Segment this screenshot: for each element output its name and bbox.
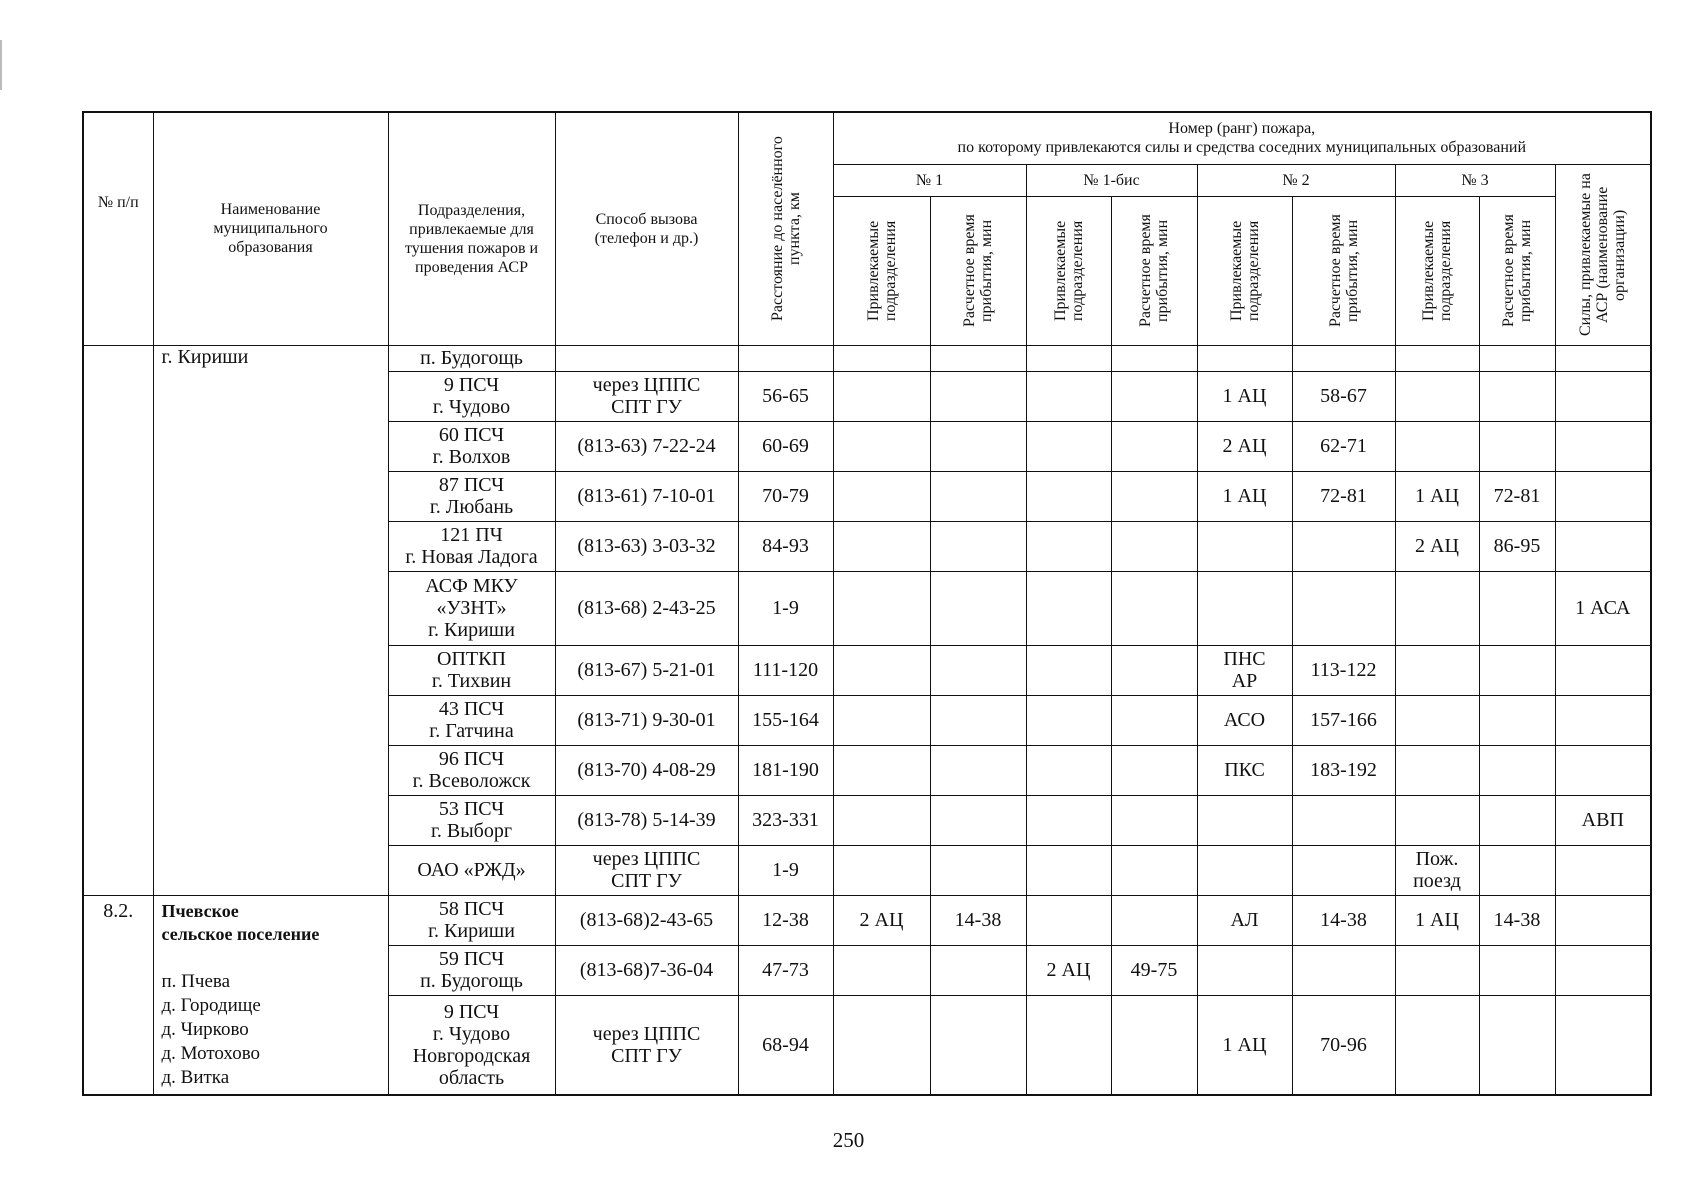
- cell-asr: [1555, 745, 1651, 795]
- cell-r3-units: 2 АЦ: [1395, 521, 1479, 571]
- cell-r3-units: [1395, 745, 1479, 795]
- cell-call: (813-68) 2-43-25: [555, 571, 738, 645]
- cell-call: (813-78) 5-14-39: [555, 795, 738, 845]
- cell-r1-units: [833, 571, 930, 645]
- header-r1bis-units: Привлекаемые подразделения: [1026, 196, 1111, 345]
- cell-asr: [1555, 521, 1651, 571]
- cell-r3-time: [1479, 945, 1555, 995]
- cell-r1-time: [930, 795, 1026, 845]
- cell-call: через ЦППС СПТ ГУ: [555, 371, 738, 421]
- cell-r1-time: [930, 845, 1026, 895]
- header-r1bis-time: Расчетное время прибытия, мин: [1111, 196, 1197, 345]
- cell-r1bis-units: [1026, 895, 1111, 945]
- cell-r2-units: [1197, 845, 1292, 895]
- cell-asr: [1555, 471, 1651, 521]
- cell-r3-units: [1395, 371, 1479, 421]
- cell-r3-units: [1395, 945, 1479, 995]
- cell-asr: [1555, 895, 1651, 945]
- cell-r1bis-time: [1111, 895, 1197, 945]
- cell-distance: 84-93: [738, 521, 833, 571]
- cell-r1-time: [930, 645, 1026, 695]
- cell-r1-time: [930, 521, 1026, 571]
- cell-distance: 47-73: [738, 945, 833, 995]
- fire-rank-subtitle: по которому привлекаются силы и средства соседних муниципальных образований: [957, 139, 1526, 157]
- cell-call: (813-70) 4-08-29: [555, 745, 738, 795]
- cell-unit: 59 ПСЧ п. Будогощь: [388, 945, 555, 995]
- cell-r1bis-time: [1111, 471, 1197, 521]
- cell-r1bis-units: [1026, 421, 1111, 471]
- header-rank-2: № 2: [1197, 164, 1395, 196]
- cell-distance: 70-79: [738, 471, 833, 521]
- cell-r1-units: [833, 745, 930, 795]
- cell-r3-time: [1479, 695, 1555, 745]
- cell-r1-units: [833, 521, 930, 571]
- cell-r1-time: [930, 945, 1026, 995]
- cell-r1bis-units: [1026, 745, 1111, 795]
- cell-unit: 58 ПСЧ г. Кириши: [388, 895, 555, 945]
- cell-asr: [1555, 345, 1651, 371]
- cell-r1-units: [833, 471, 930, 521]
- cell-r2-time: [1292, 571, 1395, 645]
- header-num: № п/п: [83, 112, 153, 345]
- cell-r1-time: [930, 695, 1026, 745]
- cell-r1bis-time: [1111, 795, 1197, 845]
- cell-asr: 1 АСА: [1555, 571, 1651, 645]
- cell-asr: АВП: [1555, 795, 1651, 845]
- cell-r1bis-units: 2 АЦ: [1026, 945, 1111, 995]
- cell-r1bis-units: [1026, 845, 1111, 895]
- cell-r2-time: [1292, 795, 1395, 845]
- cell-distance: 323-331: [738, 795, 833, 845]
- cell-r3-units: [1395, 645, 1479, 695]
- cell-r2-time: 14-38: [1292, 895, 1395, 945]
- cell-distance: 56-65: [738, 371, 833, 421]
- cell-r1-units: [833, 421, 930, 471]
- header-r2-units: Привлекаемые подразделения: [1197, 196, 1292, 345]
- cell-unit: 96 ПСЧ г. Всеволожск: [388, 745, 555, 795]
- cell-distance: 1-9: [738, 571, 833, 645]
- cell-r2-time: 58-67: [1292, 371, 1395, 421]
- cell-asr: [1555, 645, 1651, 695]
- cell-unit: АСФ МКУ «УЗНТ» г. Кириши: [388, 571, 555, 645]
- cell-r1bis-time: [1111, 745, 1197, 795]
- cell-r1bis-time: [1111, 345, 1197, 371]
- cell-distance: 155-164: [738, 695, 833, 745]
- cell-r3-time: [1479, 845, 1555, 895]
- cell-call: (813-67) 5-21-01: [555, 645, 738, 695]
- header-r3-units: Привлекаемые подразделения: [1395, 196, 1479, 345]
- cell-call: (813-63) 3-03-32: [555, 521, 738, 571]
- cell-r3-time: [1479, 571, 1555, 645]
- cell-r2-time: 70-96: [1292, 995, 1395, 1095]
- scan-edge-mark: [0, 40, 2, 90]
- header-r1-time: Расчетное время прибытия, мин: [930, 196, 1026, 345]
- place-item: д. Чирково: [161, 1018, 249, 1040]
- cell-r3-units: Пож. поезд: [1395, 845, 1479, 895]
- cell-r1-time: 14-38: [930, 895, 1026, 945]
- cell-call: [555, 345, 738, 371]
- header-asr: Силы, привлекаемые на АСР (наименование организации): [1555, 164, 1651, 345]
- cell-asr: [1555, 995, 1651, 1095]
- cell-r1bis-time: [1111, 695, 1197, 745]
- cell-r3-time: [1479, 995, 1555, 1095]
- cell-r3-units: [1395, 695, 1479, 745]
- cell-r2-units: АСО: [1197, 695, 1292, 745]
- cell-r2-units: ПНС АР: [1197, 645, 1292, 695]
- cell-distance: 12-38: [738, 895, 833, 945]
- cell-r3-units: 1 АЦ: [1395, 895, 1479, 945]
- fire-rank-title: Номер (ранг) пожара,: [1168, 120, 1316, 138]
- cell-r2-units: [1197, 795, 1292, 845]
- table-row: [83, 895, 1651, 945]
- cell-call: через ЦППС СПТ ГУ: [555, 995, 738, 1095]
- cell-distance: 1-9: [738, 845, 833, 895]
- cell-unit: 60 ПСЧ г. Волхов: [388, 421, 555, 471]
- municipality-places: [162, 970, 386, 1090]
- cell-r2-units: 2 АЦ: [1197, 421, 1292, 471]
- cell-r3-units: [1395, 421, 1479, 471]
- cell-r1bis-units: [1026, 645, 1111, 695]
- cell-num: 8.2.: [83, 895, 153, 1095]
- cell-r1-time: [930, 371, 1026, 421]
- cell-r1bis-units: [1026, 995, 1111, 1095]
- header-rank-1bis: № 1-бис: [1026, 164, 1197, 196]
- cell-r1-time: [930, 471, 1026, 521]
- cell-r2-time: 113-122: [1292, 645, 1395, 695]
- cell-municipality: г. Кириши: [153, 345, 388, 895]
- municipality-name: Пчевское сельское поселение: [161, 900, 320, 944]
- fire-response-table: [82, 111, 1652, 1096]
- header-r3-time: Расчетное время прибытия, мин: [1479, 196, 1555, 345]
- cell-distance: 68-94: [738, 995, 833, 1095]
- header-rank-3: № 3: [1395, 164, 1555, 196]
- cell-r2-units: [1197, 945, 1292, 995]
- cell-r1bis-units: [1026, 521, 1111, 571]
- cell-asr: [1555, 945, 1651, 995]
- cell-distance: 60-69: [738, 421, 833, 471]
- cell-r1-time: [930, 995, 1026, 1095]
- cell-r3-time: [1479, 371, 1555, 421]
- cell-r3-units: 1 АЦ: [1395, 471, 1479, 521]
- cell-r3-time: 72-81: [1479, 471, 1555, 521]
- place-item: д. Мотохово: [161, 1042, 261, 1064]
- cell-r2-time: 157-166: [1292, 695, 1395, 745]
- place-item: д. Городище: [161, 994, 261, 1016]
- cell-r1bis-units: [1026, 371, 1111, 421]
- cell-r2-units: [1197, 521, 1292, 571]
- header-r1-units: Привлекаемые подразделения: [833, 196, 930, 345]
- cell-r2-units: [1197, 571, 1292, 645]
- cell-r1bis-time: [1111, 995, 1197, 1095]
- cell-asr: [1555, 695, 1651, 745]
- cell-r1bis-time: [1111, 645, 1197, 695]
- cell-distance: 181-190: [738, 745, 833, 795]
- cell-r1bis-time: [1111, 371, 1197, 421]
- cell-r1-units: [833, 995, 930, 1095]
- cell-distance: 111-120: [738, 645, 833, 695]
- header-distance: Расстояние до населённого пункта, км: [738, 112, 833, 345]
- cell-r3-time: 14-38: [1479, 895, 1555, 945]
- cell-r3-time: 86-95: [1479, 521, 1555, 571]
- cell-r1-units: [833, 945, 930, 995]
- table-header: [83, 112, 1651, 345]
- place-item: п. Пчева: [161, 970, 231, 992]
- cell-unit: 9 ПСЧ г. Чудово: [388, 371, 555, 421]
- cell-municipality: [153, 895, 388, 1095]
- cell-r3-units: [1395, 345, 1479, 371]
- header-municipality: Наименование муниципального образования: [153, 112, 388, 345]
- page-number: 250: [832, 1128, 865, 1152]
- cell-r1-units: 2 АЦ: [833, 895, 930, 945]
- cell-r1bis-time: 49-75: [1111, 945, 1197, 995]
- cell-r2-units: 1 АЦ: [1197, 471, 1292, 521]
- cell-unit: ОАО «РЖД»: [388, 845, 555, 895]
- cell-r3-units: [1395, 795, 1479, 845]
- cell-asr: [1555, 845, 1651, 895]
- cell-r2-units: [1197, 345, 1292, 371]
- cell-r2-time: 62-71: [1292, 421, 1395, 471]
- place-item: д. Витка: [161, 1066, 230, 1088]
- cell-r1-time: [930, 745, 1026, 795]
- header-units: Подразделения, привлекаемые для тушения пожаров и проведения АСР: [388, 112, 555, 345]
- cell-asr: [1555, 371, 1651, 421]
- table-body: [83, 345, 1651, 1095]
- cell-r1bis-units: [1026, 571, 1111, 645]
- cell-r2-time: [1292, 521, 1395, 571]
- cell-call: (813-63) 7-22-24: [555, 421, 738, 471]
- cell-r1-units: [833, 371, 930, 421]
- cell-r1-units: [833, 845, 930, 895]
- cell-r2-units: ПКС: [1197, 745, 1292, 795]
- cell-r2-time: [1292, 845, 1395, 895]
- cell-r1-units: [833, 645, 930, 695]
- table-row: [83, 345, 1651, 371]
- cell-r1bis-time: [1111, 421, 1197, 471]
- header-rank-1: № 1: [833, 164, 1026, 196]
- cell-unit: 9 ПСЧ г. Чудово Новгородская область: [388, 995, 555, 1095]
- cell-r2-time: [1292, 345, 1395, 371]
- cell-r1bis-units: [1026, 795, 1111, 845]
- cell-distance: [738, 345, 833, 371]
- cell-r2-units: 1 АЦ: [1197, 995, 1292, 1095]
- cell-call: (813-68)7-36-04: [555, 945, 738, 995]
- cell-r2-units: 1 АЦ: [1197, 371, 1292, 421]
- cell-unit: ОПТКП г. Тихвин: [388, 645, 555, 695]
- cell-unit: 53 ПСЧ г. Выборг: [388, 795, 555, 845]
- cell-r2-time: [1292, 945, 1395, 995]
- header-call: Способ вызова (телефон и др.): [555, 112, 738, 345]
- cell-r1-units: [833, 695, 930, 745]
- cell-r3-time: [1479, 795, 1555, 845]
- cell-r1bis-time: [1111, 571, 1197, 645]
- cell-r3-time: [1479, 645, 1555, 695]
- cell-r1-time: [930, 345, 1026, 371]
- cell-r1-time: [930, 571, 1026, 645]
- cell-r1bis-time: [1111, 845, 1197, 895]
- cell-r3-units: [1395, 995, 1479, 1095]
- cell-r3-time: [1479, 421, 1555, 471]
- cell-unit: п. Будогощь: [388, 345, 555, 371]
- cell-r3-time: [1479, 745, 1555, 795]
- cell-r1bis-time: [1111, 521, 1197, 571]
- cell-asr: [1555, 421, 1651, 471]
- cell-call: (813-71) 9-30-01: [555, 695, 738, 745]
- cell-r1-time: [930, 421, 1026, 471]
- cell-r1-units: [833, 345, 930, 371]
- cell-call: через ЦППС СПТ ГУ: [555, 845, 738, 895]
- cell-r1-units: [833, 795, 930, 845]
- header-fire-rank: [833, 112, 1651, 164]
- cell-r1bis-units: [1026, 471, 1111, 521]
- cell-num: [83, 345, 153, 895]
- cell-call: (813-61) 7-10-01: [555, 471, 738, 521]
- cell-r2-time: 72-81: [1292, 471, 1395, 521]
- cell-r2-units: АЛ: [1197, 895, 1292, 945]
- cell-r1bis-units: [1026, 345, 1111, 371]
- cell-unit: 87 ПСЧ г. Любань: [388, 471, 555, 521]
- cell-r1bis-units: [1026, 695, 1111, 745]
- cell-r3-time: [1479, 345, 1555, 371]
- cell-unit: 121 ПЧ г. Новая Ладога: [388, 521, 555, 571]
- cell-call: (813-68)2-43-65: [555, 895, 738, 945]
- cell-r3-units: [1395, 571, 1479, 645]
- cell-unit: 43 ПСЧ г. Гатчина: [388, 695, 555, 745]
- cell-r2-time: 183-192: [1292, 745, 1395, 795]
- header-r2-time: Расчетное время прибытия, мин: [1292, 196, 1395, 345]
